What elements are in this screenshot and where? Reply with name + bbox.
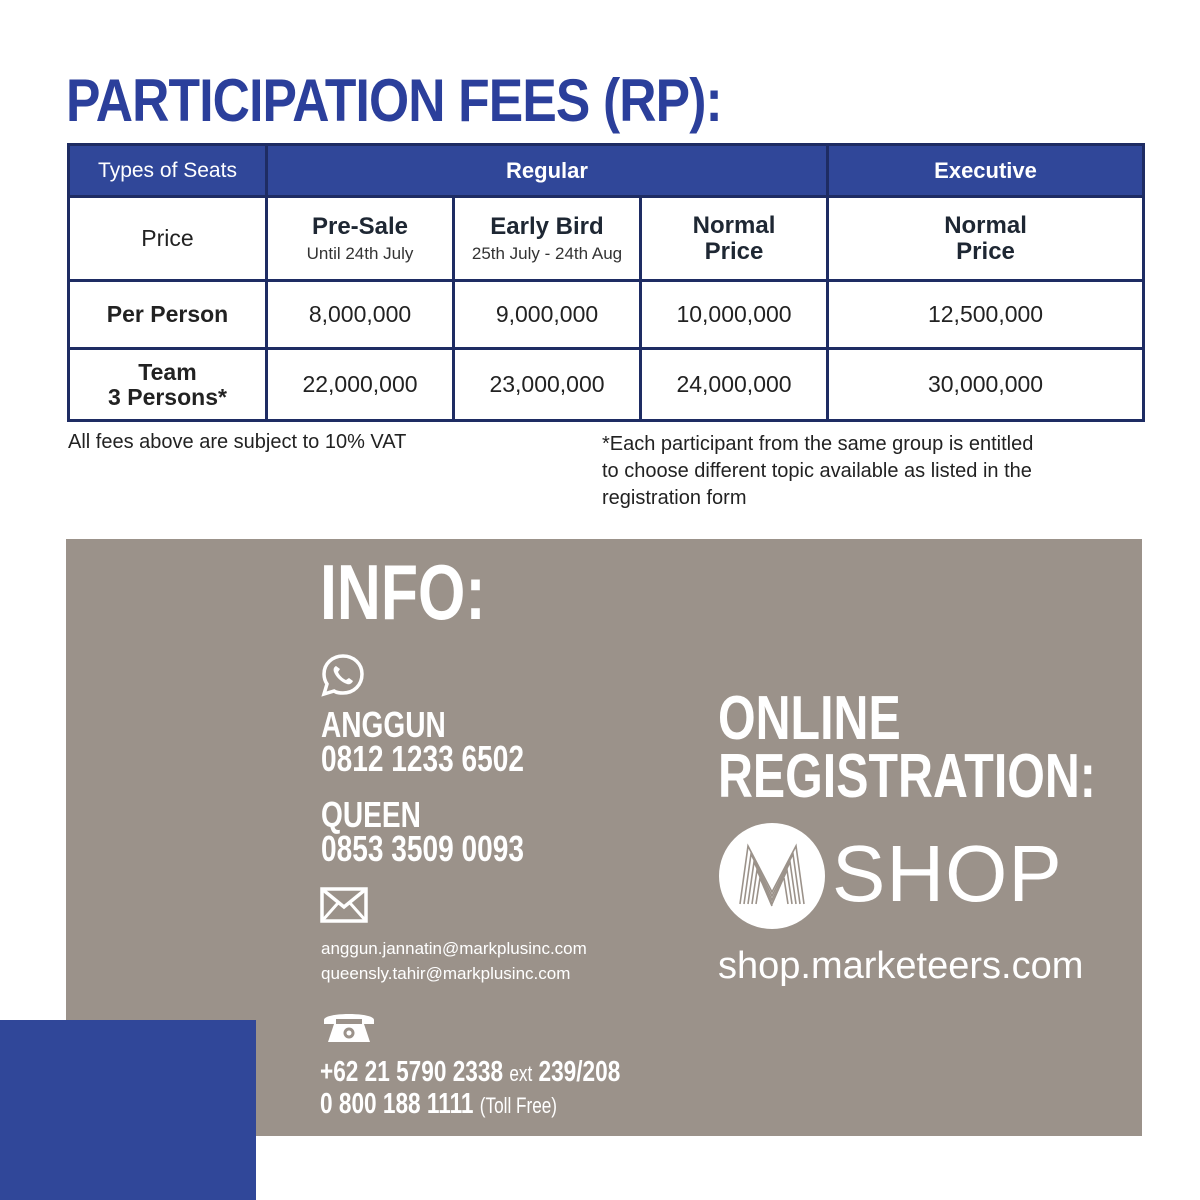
phone-ext-number: 239/208	[538, 1056, 621, 1088]
exec-normal-price-label: Normal Price	[944, 211, 1027, 265]
phone-tollfree	[320, 1088, 557, 1122]
contact-phone-anggun: 0812 1233 6502	[321, 738, 525, 779]
earlybird-date: 25th July - 24th Aug	[471, 243, 623, 263]
header-regular: Regular	[267, 145, 828, 197]
table-cell: 8,000,000	[267, 281, 454, 349]
phone-tollfree-note: (Toll Free)	[479, 1093, 558, 1118]
fees-table	[67, 143, 1145, 422]
cell-earlybird	[454, 197, 641, 281]
cell-normal	[641, 197, 828, 281]
contact-name-anggun: ANGGUN	[321, 704, 446, 745]
contact-name-queen: QUEEN	[321, 794, 421, 835]
online-registration-heading	[718, 684, 1096, 811]
phone-ext-word: ext	[509, 1061, 533, 1086]
info-title: INFO:	[320, 548, 486, 636]
online-line: ONLINE	[718, 684, 901, 753]
row-label-per-person: Per Person	[69, 281, 267, 349]
table-cell: 12,500,000	[828, 281, 1144, 349]
phone-office-number: +62 21 5790 2338	[320, 1056, 504, 1088]
page-title: PARTICIPATION FEES (RP):	[66, 67, 722, 134]
phone-office	[320, 1056, 620, 1090]
group-note: *Each participant from the same group is entitled to choose different topic available as listed in the registration form	[602, 433, 1034, 509]
table-cell: 10,000,000	[641, 281, 828, 349]
vat-note: All fees above are subject to 10% VAT	[68, 431, 407, 453]
table-row	[69, 197, 1144, 281]
email-list	[321, 936, 587, 986]
registration-line: REGISTRATION:	[718, 742, 1096, 811]
envelope-icon	[320, 887, 368, 923]
table-cell: 24,000,000	[641, 349, 828, 421]
cell-presale	[267, 197, 454, 281]
header-types-of-seats: Types of Seats	[69, 145, 267, 197]
team-label-line2: 3 Persons*	[108, 383, 227, 410]
row-label-price: Price	[69, 197, 267, 281]
table-cell: 30,000,000	[828, 349, 1144, 421]
decorative-blue-block	[0, 1020, 256, 1200]
contact-phone-queen: 0853 3509 0093	[321, 828, 525, 869]
earlybird-label: Early Bird	[490, 212, 604, 240]
whatsapp-icon	[320, 653, 366, 697]
header-executive: Executive	[828, 145, 1144, 197]
row-label-team	[69, 349, 267, 421]
telephone-icon	[320, 1008, 378, 1046]
presale-label: Pre-Sale	[311, 212, 409, 240]
phone-tollfree-number: 0 800 188 1111	[320, 1088, 474, 1120]
email-queensly[interactable]: queensly.tahir@markplusinc.com	[321, 964, 571, 983]
cell-exec-normal	[828, 197, 1144, 281]
shop-wordmark: SHOP	[832, 829, 1063, 918]
shop-url-link[interactable]: shop.marketeers.com	[718, 945, 1084, 987]
table-cell: 9,000,000	[454, 281, 641, 349]
table-cell: 22,000,000	[267, 349, 454, 421]
table-row	[69, 349, 1144, 421]
table-row	[69, 281, 1144, 349]
presale-date: Until 24th July	[306, 243, 414, 263]
team-label-line1: Team	[138, 358, 197, 385]
mshop-logo	[718, 822, 826, 930]
table-cell: 23,000,000	[454, 349, 641, 421]
normal-price-label: Normal Price	[692, 211, 776, 265]
email-anggun[interactable]: anggun.jannatin@markplusinc.com	[321, 939, 587, 958]
